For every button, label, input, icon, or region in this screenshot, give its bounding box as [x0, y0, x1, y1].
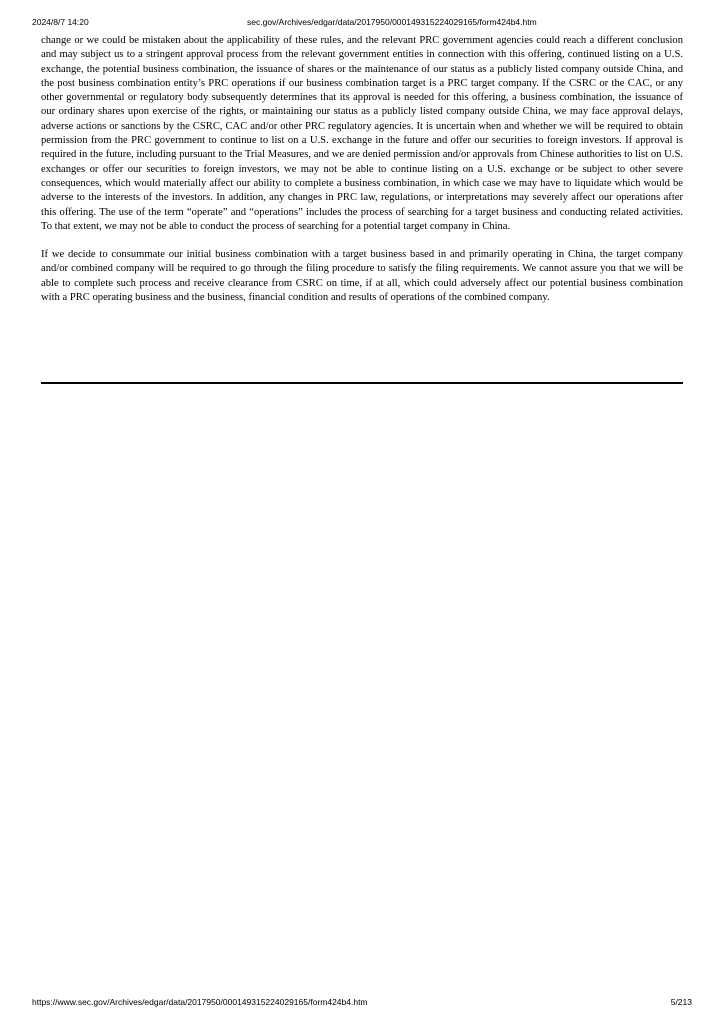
body-paragraph: change or we could be mistaken about the applicability of these rules, and the relevant PRC government agencies could reach a different conclusion and may subject us to a stringent approval process from the relevant government entities in connection with this offering, continued listing on a U.S. exchange, the potential business combination, the issuance of shares or the maintenance of our status as a publicly listed company outside China, and the post business combination entity’s PRC operations if our business combination target is a PRC target company. If the CSRC or the CAC, or any other governmental or regulatory body subsequently determines that its approval is needed for this offering, a business combination, the issuance of our ordinary shares upon exercise of the rights, or maintaining our status as a publicly listed company outside China, we may face approval delays, adverse actions or sanctions by the CSRC, CAC and/or other PRC regulatory agencies. It is uncertain when and whether we will be required to obtain permission from the PRC government to continue to list on a U.S. exchange in the future and offer our securities to foreign investors. If approval is required in the future, including pursuant to the Trial Measures, and we are denied permission and/or approvals from Chinese authorities to list on U.S. exchanges or offer our securities to foreign investors, we may not be able to continue listing on a U.S. exchange or be subject to other severe consequences, which would materially affect our ability to complete a business combination, in which case we may have to liquidate which would be adverse to the interests of the investors. In addition, any changes in PRC law, regulations, or interpretations may severely affect our operations after this offering. The use of the term “operate” and “operations” includes the process of searching for a target business and conducting related activities. To that extent, we may not be able to conduct the process of searching for a potential target company in China. [41, 35, 683, 232]
print-header [32, 17, 692, 29]
print-datetime: 2024/8/7 14:20 [32, 17, 89, 27]
page-number: 5/213 [670, 997, 692, 1007]
print-url: https://www.sec.gov/Archives/edgar/data/2017950/000149315224029165/form424b4.htm [32, 997, 368, 1007]
print-footer [32, 997, 692, 1009]
print-page-title: sec.gov/Archives/edgar/data/2017950/000149315224029165/form424b4.htm [247, 17, 537, 27]
body-paragraph: If we decide to consummate our initial business combination with a target business based in and primarily operating in China, the target company and/or combined company will be required to go through the filing procedure to satisfy the filing requirements. We cannot assure you that we will be able to complete such process and receive clearance from CSRC on time, if at all, which could adversely affect our potential business combination with a PRC operating business and the business, financial condition and results of operations of the combined company. [41, 249, 683, 304]
document-body [41, 34, 683, 305]
section-divider [41, 382, 683, 384]
